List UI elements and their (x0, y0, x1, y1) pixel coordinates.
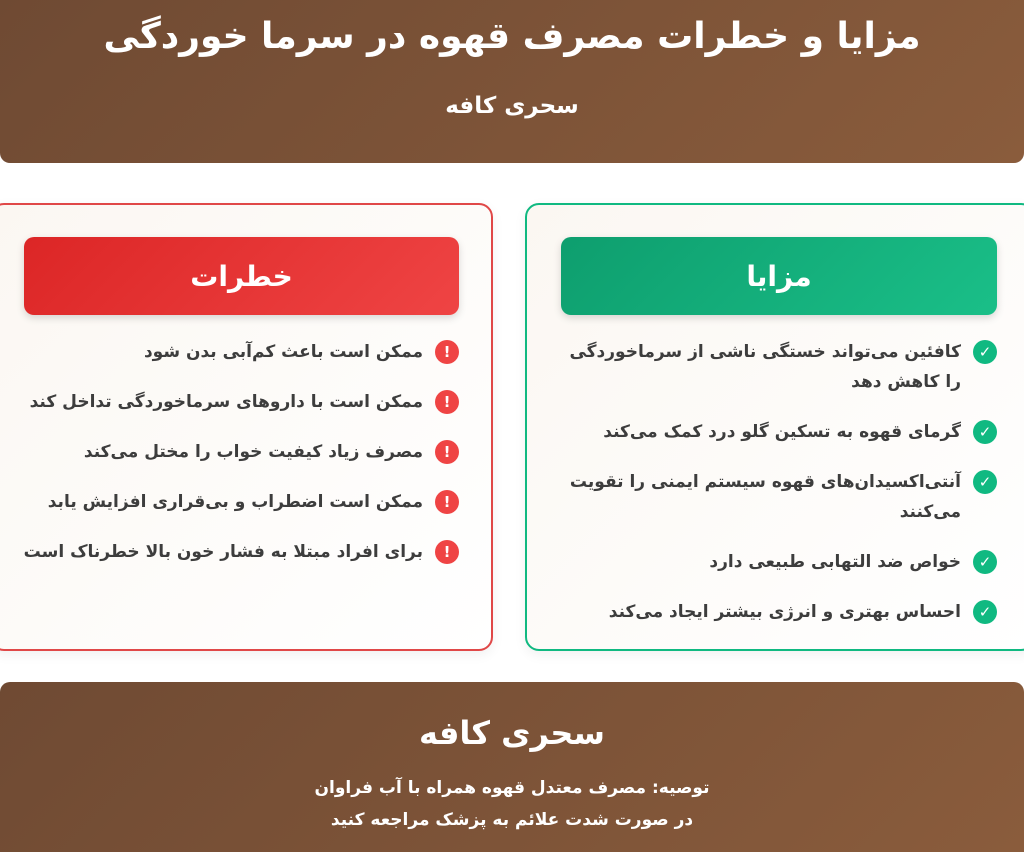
list-item-text: گرمای قهوه به تسکین گلو درد کمک می‌کند (603, 422, 961, 442)
list-item (19, 537, 459, 567)
list-item-text: خواص ضد التهابی طبیعی دارد (709, 552, 961, 572)
list-item (19, 387, 459, 417)
list-item (557, 547, 997, 577)
check-circle-icon: ✓ (973, 470, 997, 494)
page-subtitle: سحری کافه (445, 93, 579, 119)
list-item (557, 597, 997, 627)
list-item (557, 467, 997, 527)
list-item-text: ممکن است با داروهای سرماخوردگی تداخل کند (29, 392, 423, 412)
list-item-text: ممکن است باعث کم‌آبی بدن شود (143, 342, 423, 362)
list-item (557, 337, 997, 397)
list-item-text: کافئین می‌تواند خستگی ناشی از سرماخوردگی را کاهش دهد (569, 342, 961, 392)
page-footer (0, 682, 1024, 852)
list-item-text: مصرف زیاد کیفیت خواب را مختل می‌کند (83, 442, 423, 462)
risks-title: خطرات (24, 237, 459, 315)
list-item-text: برای افراد مبتلا به فشار خون بالا خطرناک است (23, 542, 423, 562)
alert-circle-icon: ! (435, 340, 459, 364)
alert-circle-icon: ! (435, 540, 459, 564)
check-circle-icon: ✓ (973, 600, 997, 624)
list-item-text: ممکن است اضطراب و بی‌قراری افزایش یابد (47, 492, 423, 512)
check-circle-icon: ✓ (973, 340, 997, 364)
check-circle-icon: ✓ (973, 550, 997, 574)
page-header (0, 0, 1024, 163)
footer-doctor-advice: در صورت شدت علائم به پزشک مراجعه کنید (330, 810, 694, 830)
list-item (19, 337, 459, 367)
benefits-list (557, 337, 997, 647)
page-title: مزایا و خطرات مصرف قهوه در سرما خوردگی (103, 16, 921, 57)
benefits-title: مزایا (561, 237, 997, 315)
footer-recommendation: توصیه: مصرف معتدل قهوه همراه با آب فراوان (314, 778, 710, 798)
list-item-text: احساس بهتری و انرژی بیشتر ایجاد می‌کند (608, 602, 961, 622)
list-item (557, 417, 997, 447)
risks-list (19, 337, 459, 587)
list-item (19, 487, 459, 517)
alert-circle-icon: ! (435, 440, 459, 464)
list-item (19, 437, 459, 467)
alert-circle-icon: ! (435, 390, 459, 414)
alert-circle-icon: ! (435, 490, 459, 514)
list-item-text: آنتی‌اکسیدان‌های قهوه سیستم ایمنی را تقویت می‌کنند (569, 472, 961, 522)
benefits-card (525, 203, 1024, 651)
risks-card (0, 203, 493, 651)
footer-brand: سحری کافه (419, 714, 605, 752)
check-circle-icon: ✓ (973, 420, 997, 444)
